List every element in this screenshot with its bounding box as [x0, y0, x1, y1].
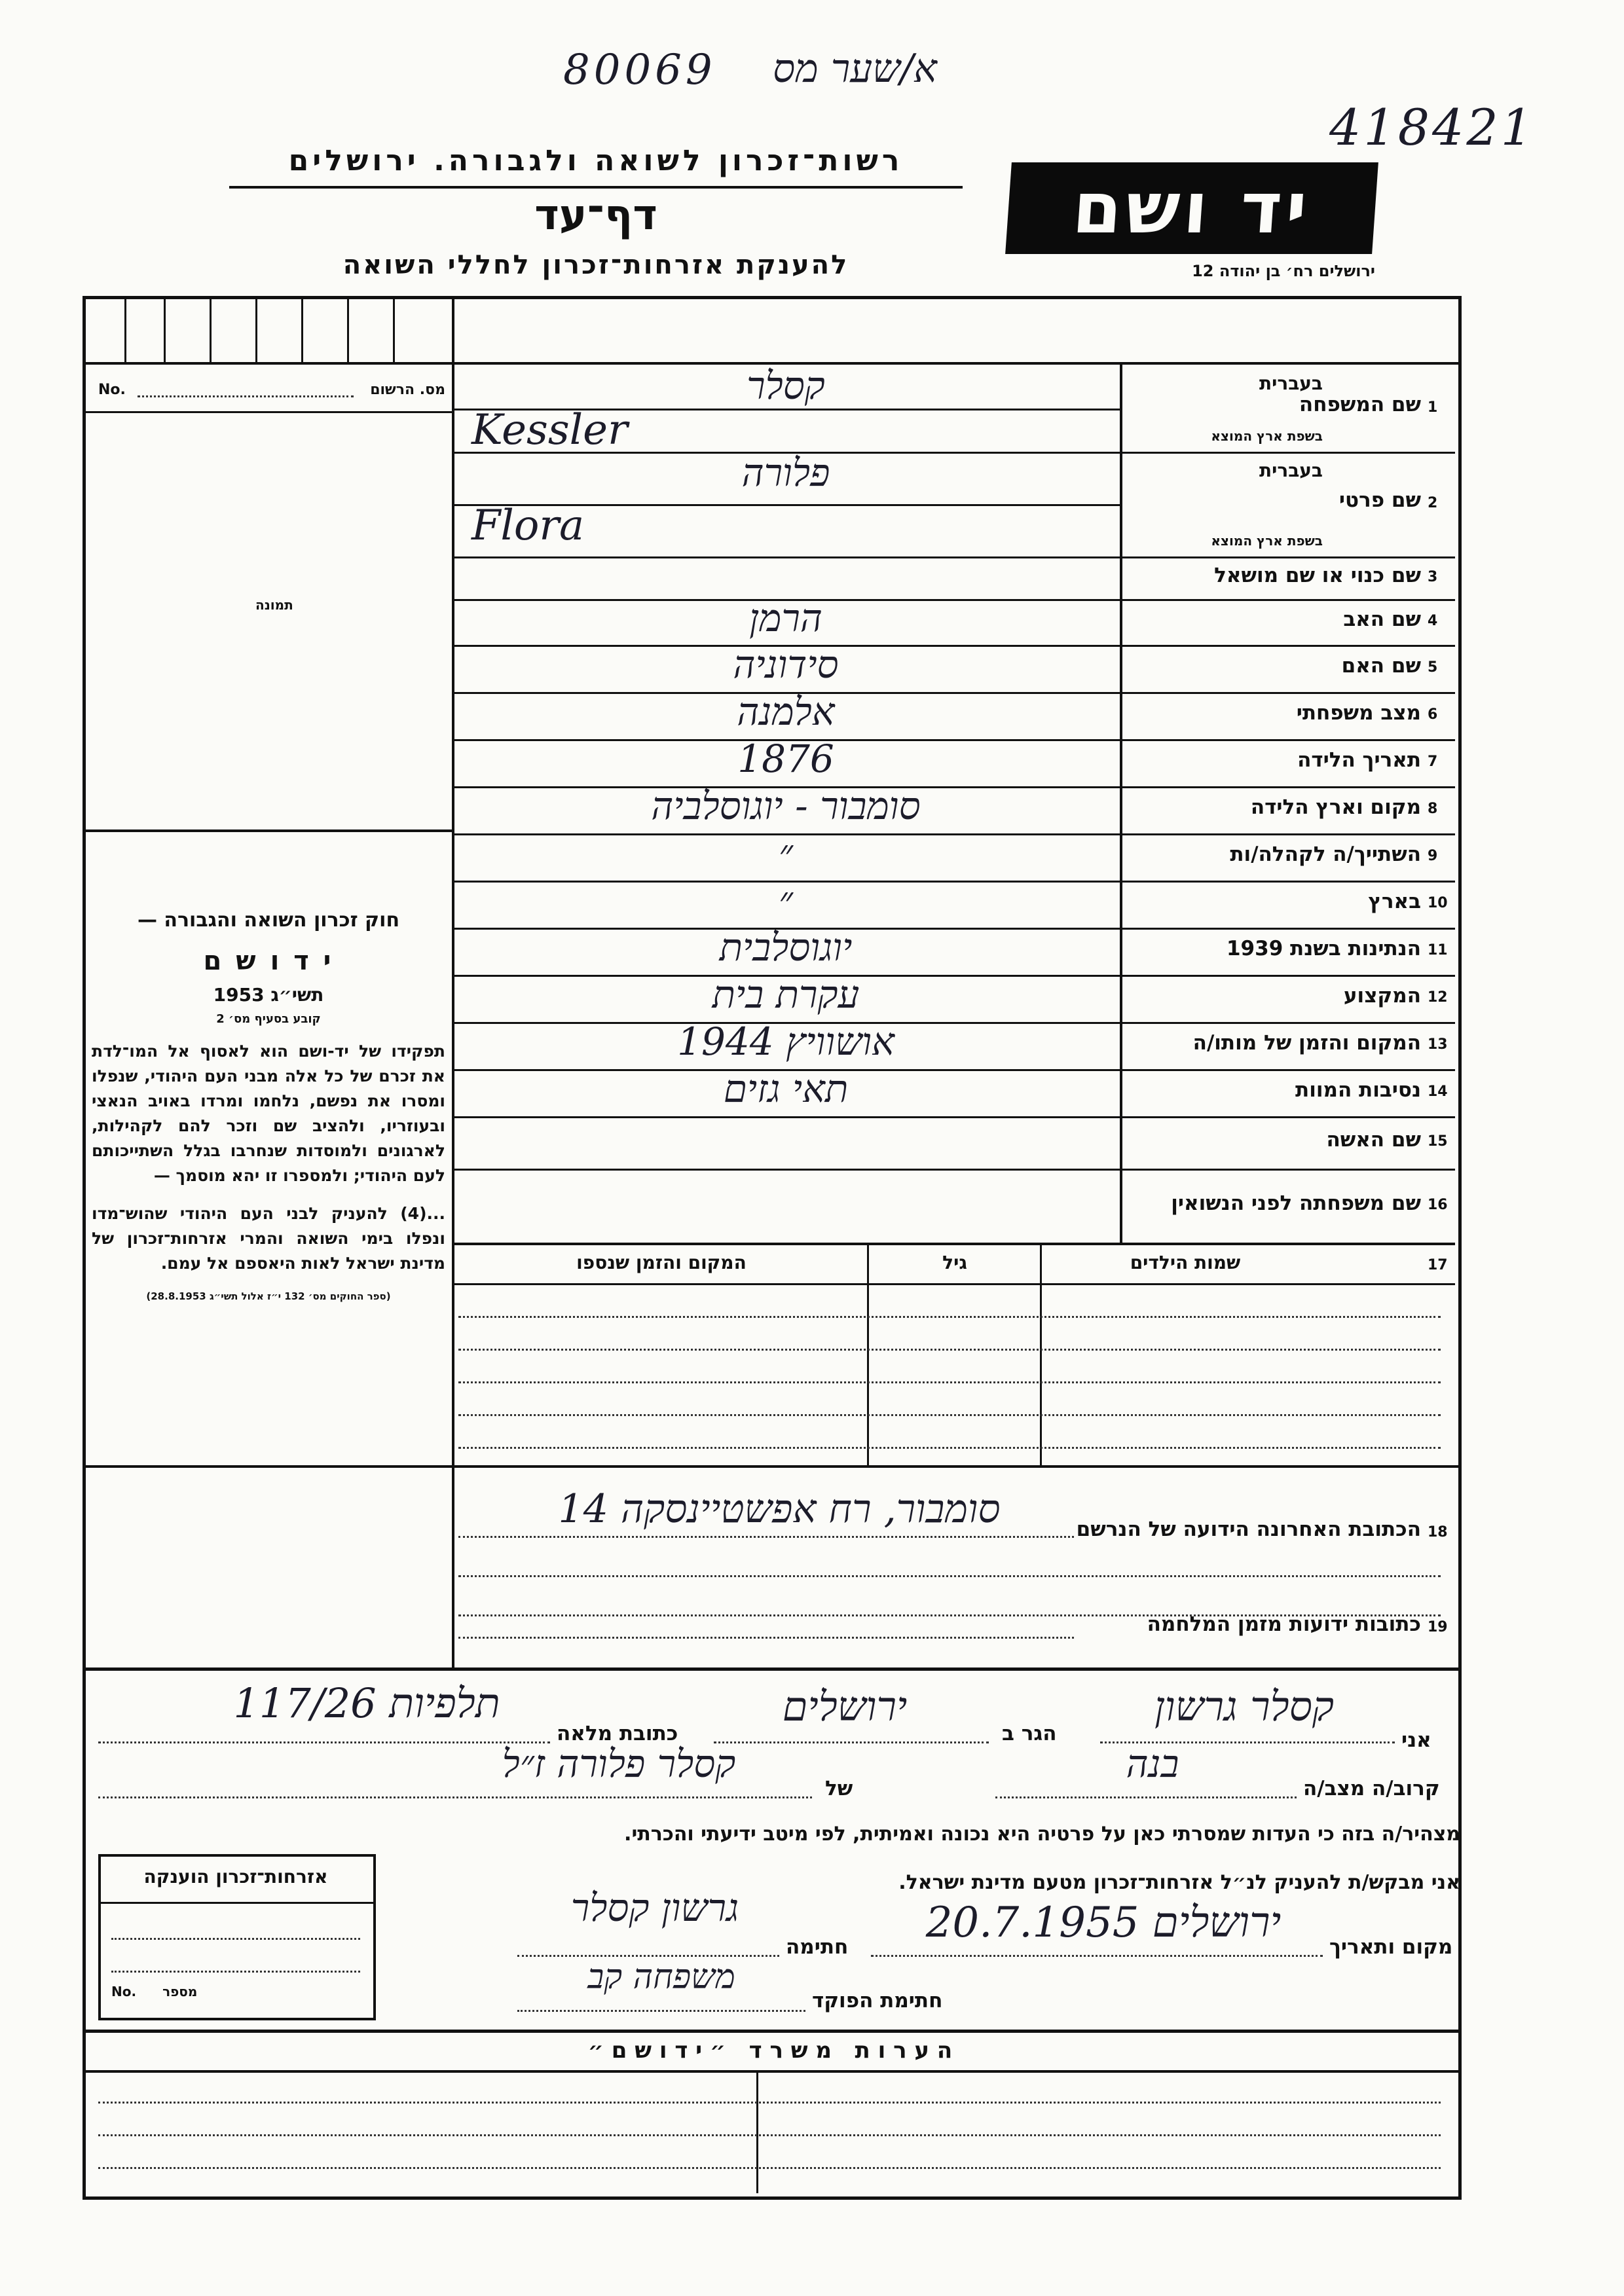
- field-6-value[interactable]: אלמנה: [737, 689, 835, 734]
- citizenship-title: אזרחות־זכרון הוענקה: [143, 1866, 328, 1887]
- field-9-number: 9: [1428, 848, 1438, 864]
- field-2-hebrew-label: בעברית: [1259, 460, 1323, 481]
- field-1-number: 1: [1428, 399, 1438, 416]
- signature-label: חתימה: [786, 1935, 849, 1959]
- field-18-value[interactable]: סומבור, רח אפשטיינסקה 14: [558, 1486, 1001, 1532]
- field-2-hebrew-value[interactable]: פלורה: [741, 450, 830, 495]
- field-18-number: 18: [1428, 1524, 1448, 1540]
- logo-address: ירושלים רח׳ בן יהודה 12: [1192, 262, 1375, 280]
- field-10-value[interactable]: ״: [778, 878, 794, 922]
- request-text: אני מבקש/ת להעניק לנ״ל אזרחות־זכרון מטעם מדינת ישראל.: [898, 1871, 1460, 1894]
- field-19-label: כתובות ידועות מזמן המלחמה: [1147, 1613, 1421, 1636]
- children-age-header: גיל: [942, 1252, 967, 1273]
- field-11-label: הנתינות בשנת 1939: [1226, 937, 1421, 960]
- field-7-label: תאריך הלידה: [1297, 748, 1421, 772]
- place-date-value[interactable]: ירושלים 20.7.1955: [925, 1899, 1282, 1947]
- field-1-label: שם המשפחה: [1299, 392, 1421, 416]
- field-2-origin-label: בשפת ארץ המוצא: [1211, 533, 1323, 549]
- photo-label: תמונה: [255, 597, 293, 613]
- office-notes-title: ה ע ר ו ת מ ש ר ד ״ י ד ו ש ם ״: [587, 2037, 953, 2064]
- officer-signature-label: חתימת הפוקד: [812, 1989, 943, 2013]
- document-title: דף־עד: [534, 191, 657, 240]
- field-3-number: 3: [1428, 568, 1438, 585]
- law-year: תשי״ג 1953: [213, 984, 324, 1006]
- field-6-label: מצב משפחתי: [1296, 701, 1421, 725]
- field-4-label: שם האב: [1343, 608, 1421, 631]
- field-14-separator: [454, 1116, 1455, 1118]
- field-8-label: מקום וארץ הלידה: [1250, 795, 1421, 819]
- field-14-label: נסיבות המוות: [1295, 1078, 1421, 1102]
- citizenship-number-label: מספר: [162, 1984, 198, 1999]
- field-18-label: הכתובת האחרונה הידועה של הנרשם: [1076, 1518, 1421, 1541]
- field-2-separator: [454, 556, 1455, 558]
- declarant-ani: אני: [1401, 1728, 1431, 1752]
- field-4-value[interactable]: הרמן: [749, 596, 822, 640]
- field-5-label: שם האם: [1341, 654, 1421, 678]
- relation-value[interactable]: בנה: [1126, 1741, 1179, 1786]
- field-1-origin-value[interactable]: Kessler: [471, 405, 628, 454]
- field-1-hebrew-label: בעברית: [1259, 373, 1323, 394]
- declarant-name[interactable]: קסלר גרשון: [1154, 1683, 1335, 1730]
- field-8-value[interactable]: סומבור - יוגוסלביה: [651, 784, 921, 828]
- of-label: של: [825, 1777, 853, 1800]
- law-text-2: ...(4) להעניק לבני העם היהודי שהוש־מדו ונפלו בימי השואה והמרי אזרחות־זכרון של מדינת ישראל לאות היאספם אל עמם.: [92, 1204, 445, 1273]
- children-names-header: שמות הילדים: [1130, 1252, 1241, 1273]
- field-13-number: 13: [1428, 1036, 1448, 1053]
- registration-label: מס. הרשום: [370, 382, 445, 398]
- field-10-number: 10: [1428, 895, 1448, 911]
- law-excerpt: [92, 909, 445, 1302]
- deceased-name[interactable]: קסלר פלורה ז״ל: [502, 1741, 736, 1786]
- relative-label: קרוב/ה מצב/ה: [1303, 1777, 1440, 1800]
- children-number: 17: [1428, 1257, 1448, 1273]
- law-title: חוק זכרון השואה והגבורה —: [137, 909, 400, 932]
- field-19-number: 19: [1428, 1619, 1448, 1635]
- registry-number: 418421: [1329, 98, 1536, 156]
- no-label: No.: [98, 382, 126, 398]
- field-3-label: שם כנוי או שם מושאל: [1214, 563, 1421, 587]
- field-13-label: המקום והזמן של מותו/ה: [1192, 1031, 1421, 1055]
- law-clause: קובע בסעיף מס׳ 2: [216, 1012, 321, 1026]
- field-4-number: 4: [1428, 613, 1438, 629]
- residing-label: הגר ב: [1002, 1722, 1057, 1745]
- approval-note: א/שער מס: [773, 46, 937, 92]
- field-2-label: שם פרטי: [1338, 488, 1421, 512]
- logo-text: יד ושם: [1070, 167, 1314, 249]
- document-subtitle: להענקת אזרחות־זכרון לחללי השואה: [342, 250, 849, 280]
- citizenship-no-label: No.: [111, 1984, 137, 1999]
- field-11-number: 11: [1428, 942, 1448, 958]
- field-9-label: השתייך/ה לקהלה/ות: [1230, 843, 1421, 866]
- field-16-label: שם משפחתה לפני הנשואין: [1171, 1191, 1421, 1215]
- field-2-origin-value[interactable]: Flora: [471, 501, 585, 550]
- field-16-number: 16: [1428, 1196, 1448, 1213]
- citizenship-number: [111, 1984, 360, 1999]
- field-1-origin-label: בשפת ארץ המוצא: [1211, 428, 1323, 444]
- field-13-value[interactable]: אושוויץ 1944: [677, 1019, 895, 1064]
- declaration-text: מצהיר/ה בזה כי העדות שמסרתי כאן על פרטיה היא נכונה ואמיתית, לפי מיטב ידיעתי והכרתי.: [624, 1823, 1460, 1846]
- field-12-label: המקצוע: [1343, 984, 1421, 1008]
- field-8-number: 8: [1428, 801, 1438, 817]
- field-15-separator: [454, 1169, 1455, 1171]
- field-14-number: 14: [1428, 1084, 1448, 1100]
- field-6-number: 6: [1428, 706, 1438, 723]
- full-address-label: כתובת מלאה: [557, 1722, 678, 1745]
- law-reference: (ספר החוקים מס׳ 132 י״ז אלול תשי״ג 28.8.1953): [146, 1290, 391, 1302]
- field-5-number: 5: [1428, 659, 1438, 676]
- officer-signature: משפחה קב: [587, 1958, 735, 1997]
- declarant-city[interactable]: ירושלים: [782, 1683, 908, 1730]
- field-10-label: בארץ: [1368, 890, 1421, 913]
- field-11-value[interactable]: יוגוסלבית: [719, 925, 853, 970]
- declarant-address[interactable]: תלפיות 117/26: [233, 1679, 500, 1727]
- field-5-value[interactable]: סידוניה: [733, 642, 839, 687]
- field-1-hebrew-value[interactable]: קסלר: [747, 363, 825, 408]
- signature: גרשון קסלר: [570, 1886, 739, 1930]
- file-number: 80069: [563, 46, 716, 94]
- field-15-number: 15: [1428, 1133, 1448, 1150]
- law-name: י ד ו ש ם: [203, 946, 334, 976]
- field-7-value[interactable]: 1876: [737, 737, 834, 781]
- children-place-header: המקום והזמן שנספו: [576, 1252, 747, 1273]
- authority-name: רשות־זכרון לשואה ולגבורה. ירושלים: [288, 144, 904, 177]
- field-12-number: 12: [1428, 989, 1448, 1006]
- field-15-label: שם האשה: [1326, 1128, 1421, 1152]
- law-text: תפקידו של יד-ושם הוא לאסוף אל המו־לדת את זכרם של כל אלה מבני העם היהודי, שנפלו ומסרו את נפשם, נלחמו ומרדו באויב הנאצי ובעוזריו, ולהציב שם וזכר להם לקהילות, לארגונים ולמוסדות שנחרבו בגלל השתייכותם לעם היהודי; ולמספרו זו יהא מוסמך —: [92, 1042, 445, 1185]
- field-9-value[interactable]: ״: [778, 831, 794, 875]
- field-2-number: 2: [1428, 495, 1438, 511]
- place-date-label: מקום ותאריך: [1329, 1935, 1453, 1959]
- field-14-value[interactable]: תאי גזים: [723, 1066, 849, 1111]
- field-7-number: 7: [1428, 754, 1438, 770]
- field-12-value[interactable]: עקרת בית: [712, 972, 860, 1017]
- yad-vashem-logo: [1005, 162, 1378, 254]
- authority-underline: [229, 186, 963, 189]
